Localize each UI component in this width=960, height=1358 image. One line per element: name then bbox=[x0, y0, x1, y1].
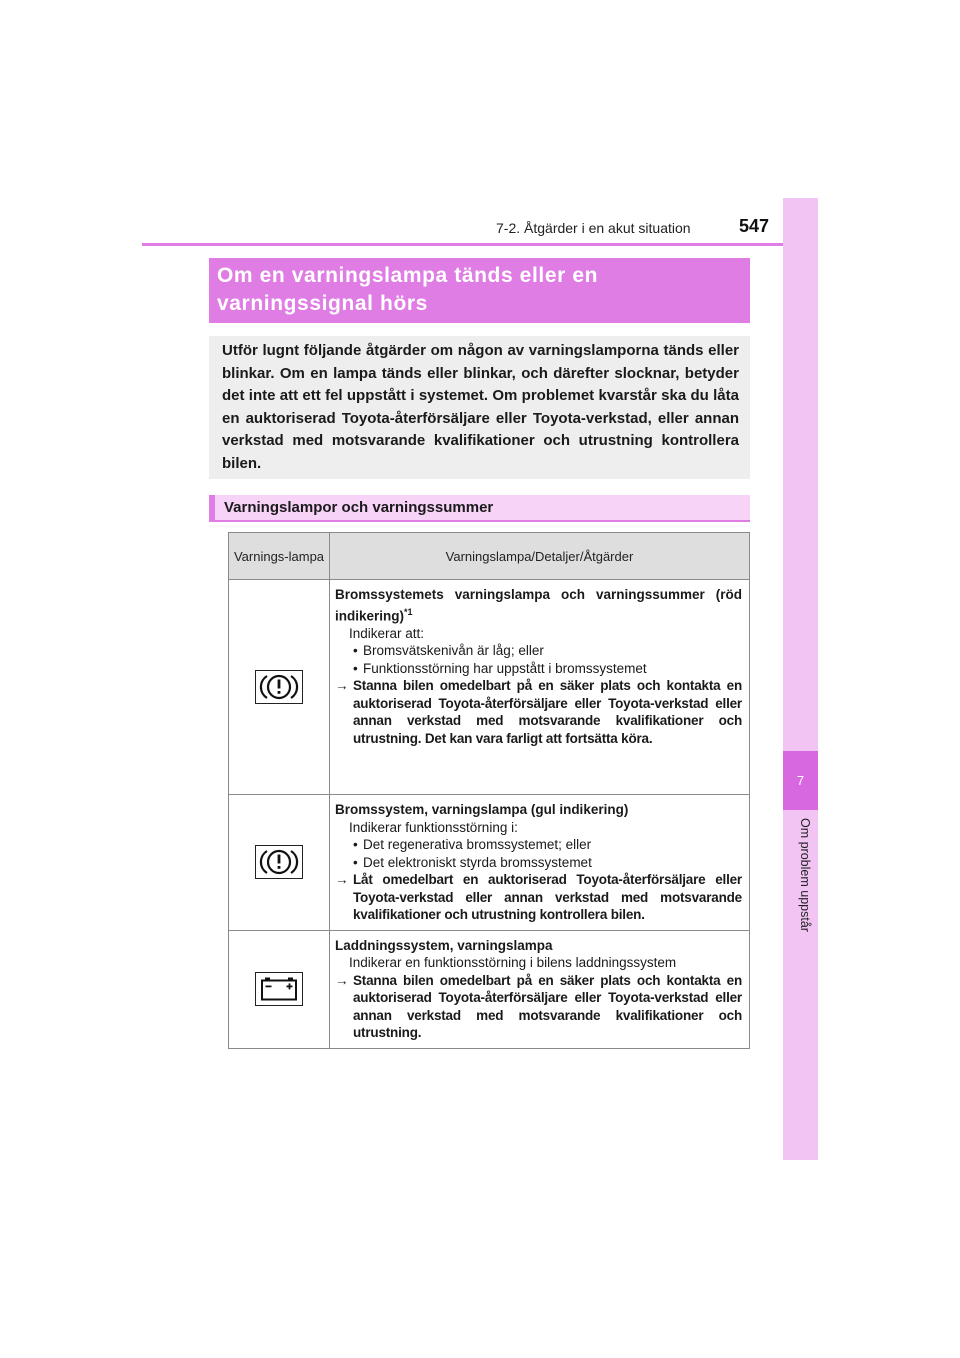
detail-cell bbox=[330, 930, 750, 1048]
list-item: • Funktionsstörning har uppstått i bromssystemet bbox=[335, 660, 742, 678]
lamp-cell bbox=[229, 580, 330, 795]
table-header-row bbox=[229, 533, 750, 580]
intro-text: Utför lugnt följande åtgärder om någon av varningslamporna tänds eller blinkar. Om en lampa tänds eller blinkar, och därefter slocknar, betyder det inte att ett fel uppstått i systemet. Om problemet kvarstår ska du låta en auktoriserad Toyota-återförsäljare eller Toyota-verkstad, eller annan verkstad med motsvarande kvalifikationer och utrustning kontrollera bilen. bbox=[222, 342, 739, 472]
detail-cell bbox=[330, 580, 750, 795]
table-header-details: Varningslampa/Detaljer/Åtgärder bbox=[330, 533, 750, 580]
chapter-label: Om problem uppstår bbox=[798, 818, 812, 932]
main-heading: Om en varningslampa tänds eller en varningssignal hörs bbox=[209, 258, 750, 323]
table-row bbox=[229, 930, 750, 1048]
arrow-right-icon: → bbox=[335, 972, 349, 988]
chapter-number: 7 bbox=[783, 751, 818, 810]
page-number: 547 bbox=[739, 216, 770, 236]
list-item: • Det regenerativa bromssystemet; eller bbox=[335, 836, 742, 854]
header-divider bbox=[142, 243, 818, 246]
lamp-title: Bromssystemets varningslampa och varningssummer (röd indikering)$^{*1}$ bbox=[335, 587, 742, 623]
arrow-right-icon: → bbox=[335, 872, 349, 887]
sub-heading: Varningslampor och varningssummer bbox=[209, 495, 750, 522]
warning-lamps-table bbox=[228, 532, 750, 1049]
lamp-action: → Stanna bilen omedelbart på en säker plats och kontakta en auktoriserad Toyota-återförsäljare eller Toyota-verkstad eller annan verkstad med motsvarande kvalifikationer och utrustning. bbox=[335, 972, 742, 1040]
lamp-indicates: Indikerar att: bbox=[349, 625, 425, 641]
lamp-cell bbox=[229, 795, 330, 931]
lamp-cell bbox=[229, 930, 330, 1048]
brake-warning-icon bbox=[255, 670, 303, 704]
lamp-indicates: Indikerar en funktionsstörning i bilens laddningssystem bbox=[349, 955, 677, 970]
lamp-action: → Stanna bilen omedelbart på en säker plats och kontakta en auktoriserad Toyota-återförsäljare eller Toyota-verkstad eller annan verkstad med motsvarande kvalifikationer och utrustning. Det kan vara farligt att fortsätta köra. bbox=[335, 678, 742, 746]
table-row bbox=[229, 580, 750, 795]
list-item: • Det elektroniskt styrda bromssystemet bbox=[335, 854, 742, 872]
lamp-action: → Låt omedelbart en auktoriserad Toyota-återförsäljare eller Toyota-verkstad eller annan verkstad med motsvarande kvalifikationer och utrustning kontrollera bilen. bbox=[335, 872, 742, 922]
list-item: • Bromsvätskenivån är låg; eller bbox=[335, 642, 742, 660]
table-header-lamp bbox=[229, 533, 330, 580]
battery-icon bbox=[255, 972, 303, 1006]
chapter-side-tab bbox=[783, 198, 818, 1160]
table-row bbox=[229, 795, 750, 931]
lamp-title: Laddningssystem, varningslampa bbox=[335, 937, 553, 953]
footnote-marker: *1 bbox=[404, 606, 413, 617]
lamp-title: Bromssystem, varningslampa (gul indikering) bbox=[335, 802, 629, 817]
detail-cell bbox=[330, 795, 750, 931]
section-title: 7-2. Åtgärder i en akut situation bbox=[496, 220, 691, 236]
brake-warning-icon bbox=[255, 845, 303, 879]
arrow-right-icon: → bbox=[335, 678, 349, 693]
intro-box bbox=[209, 336, 750, 479]
lamp-indicates: Indikerar funktionsstörning i: bbox=[349, 819, 518, 835]
table-header-lamp-label: Varnings-lampa bbox=[233, 548, 325, 564]
